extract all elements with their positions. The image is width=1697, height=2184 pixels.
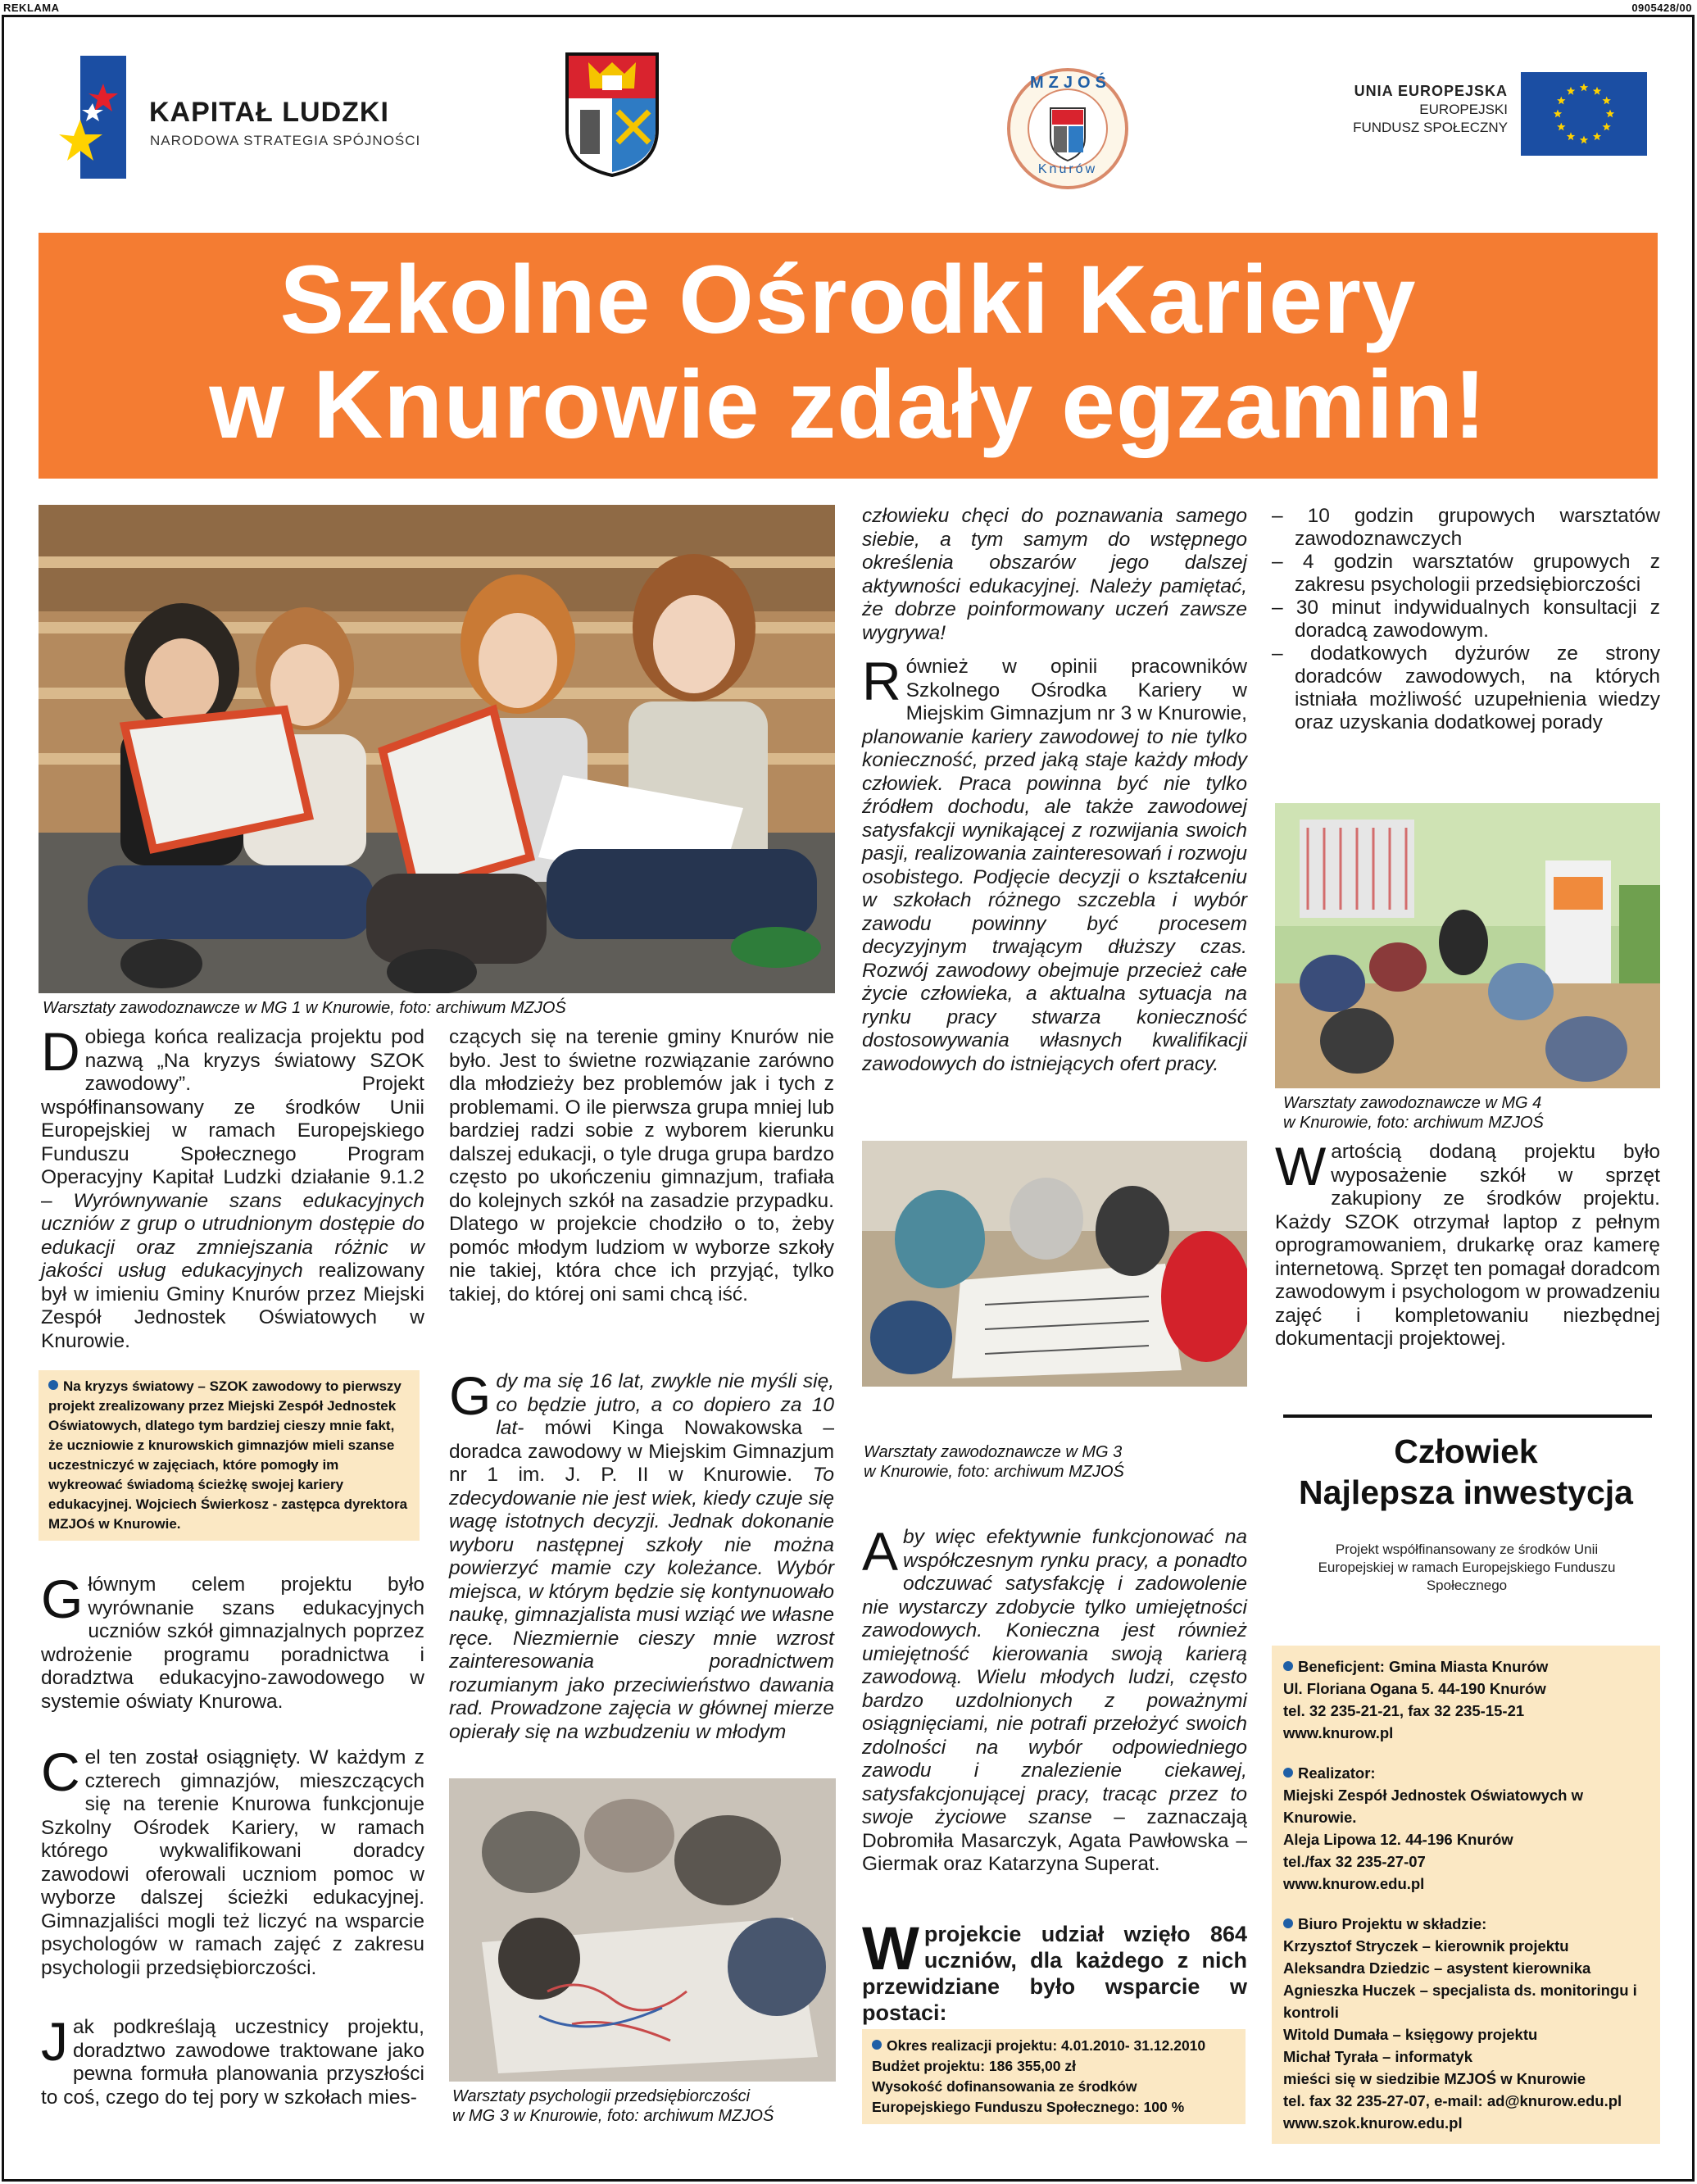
- list-item: – 10 godzin grupowych warsztatów zawodoznawczych: [1272, 505, 1660, 550]
- col1-paragraph-4: Jak podkreślają uczestnicy projektu, doradztwo zawodowe traktowane jako pewna formuła planowania przyszłości to coś, czego do tej pory w szkołach mies-: [41, 2011, 424, 2109]
- col3-paragraph-2: Również w opinii pracowników Szkolnego Ośrodka Kariery w Miejskim Gimnazjum nr 3 w Knurowie, planowanie kariery zawodowej to nie tylko konieczność, przed jaką staje każdy młody człowiek. Praca powinna być nie tylko źródłem dochodu, ale także zawodowej satysfakcji wynikającej z rozwijania swoich pasji, realizowania zainteresowań i rozwoju osobistego. Podjęcie decyzji o kształceniu w szkołach różnego szczebla i wybór zawodu powinny być procesem decyzyjnym trwającym dłuższy czas. Rozwój zawodowy obejmuje przecież całe życie człowieka, a aktualna sytuacja na rynku pracy stwarza konieczność dostosowywania własnych kwalifikacji zawodowych do istniejących ofert pracy.: [862, 651, 1247, 1075]
- eu-star-icon: [1603, 123, 1611, 131]
- eu-star-icon: [1580, 136, 1588, 144]
- col2-paragraph-2: Gdy ma się 16 lat, zwykle nie myśli się, co będzie jutro, a co dopiero za 10 lat- mówi Kinga Nowakowska – doradca zawodowy w Miejskim Gimnazjum nr 1 im. J. P. II w Knurowie. To zdecydowanie nie jest wiek, kiedy czuje się wagę istotnych decyzji. Jednak dokonanie wyboru następnej szkoły nie można powierzyć mamie czy koleżance. Wybór miejsca, w którym będzie się kontynuowało naukę, gimnazjalista musi wziąć we własne ręce. Niezmiernie cieszy mnie wzrost zainteresowania poradnictwem rozumianym jako przeciwieństwo dawania rad. Prowadzone zajęcia w głównej mierze opierały się na wzbudzeniu w młodym: [449, 1365, 834, 1743]
- drop-cap-w2: W: [1275, 1136, 1327, 1196]
- col4-paragraph-1: Wartością dodaną projektu było wyposażenie szkół w sprzęt zakupiony ze środków projektu. Każdy SZOK otrzymał laptop z pełnym oprogramowaniem, drukarkę oraz kamerę internetową. Sprzęt ten pomagał doradcom zawodowym i psychologom w prowadzeniu zajęć i kompletowaniu niezbędnej dokumentacji projektowej.: [1275, 1136, 1660, 1350]
- photo-classroom-mg4: [1275, 803, 1660, 1088]
- drop-cap-g2: G: [449, 1365, 492, 1426]
- drop-cap-w: W: [862, 1914, 919, 1982]
- drop-cap-j: J: [41, 2011, 68, 2072]
- list-item: – 4 godzin warsztatów grupowych z zakresu psychologii przedsiębiorczości: [1272, 551, 1660, 596]
- section-divider: [1283, 1414, 1652, 1418]
- eu-star-icon: [1593, 132, 1601, 140]
- beneficiary-website[interactable]: www.knurow.pl: [1283, 1724, 1394, 1741]
- eu-line-2: EUROPEJSKI: [1419, 102, 1508, 117]
- eu-title: UNIA EUROPEJSKA: [1354, 83, 1508, 99]
- headline-line-1: Szkolne Ośrodki Kariery: [279, 246, 1417, 354]
- eu-star-icon: [1554, 110, 1562, 118]
- eu-line-3: FUNDUSZ SPOŁECZNY: [1353, 120, 1508, 135]
- eu-star-icon: [1567, 132, 1575, 140]
- eu-star-icon: [1557, 97, 1565, 105]
- drop-cap-a: A: [862, 1521, 899, 1582]
- col1-paragraph-2: Głównym celem projektu było wyrównanie szans edukacyjnych uczniów szkół gimnazjalnych poprzez wdrożenie programu poradnictwa i doradztwa edukacyjno-zawodowego w systemie oświaty Knurowa.: [41, 1569, 424, 1713]
- col3-heading-participants: Wprojekcie udział wzięło 864 uczniów, dla każdego z nich przewidziane było wsparcie w postaci:: [862, 1914, 1247, 2025]
- eu-text-block: [1295, 82, 1508, 137]
- headline-banner: [39, 233, 1658, 479]
- realizer-website[interactable]: www.knurow.edu.pl: [1283, 1875, 1425, 1892]
- kapital-ludzki-subtitle: NARODOWA STRATEGIA SPÓJNOŚCI: [150, 133, 421, 148]
- photo-1-caption: Warsztaty zawodoznawcze w MG 1 w Knurowie, foto: archiwum MZJOŚ: [43, 999, 566, 1017]
- headline-line-2: w Knurowie zdały egzamin!: [209, 351, 1487, 459]
- quote-box: [39, 1370, 420, 1541]
- szok-website[interactable]: www.szok.knurow.edu.pl: [1283, 2114, 1463, 2132]
- ad-code-label: 0905428/00: [1631, 2, 1692, 14]
- contact-email[interactable]: tel. fax 32 235-27-07, e-mail: ad@knurow.edu.pl: [1283, 2092, 1622, 2109]
- eu-flag: [1521, 72, 1647, 156]
- drop-cap-r: R: [862, 651, 901, 711]
- project-facts-box: Okres realizacji projektu: 4.01.2010- 31.12.2010 Budżet projektu: 186 355,00 zł Wysokość dofinansowania ze środków Europejskiego Funduszu Społecznego: 100 %: [862, 2029, 1246, 2124]
- bullet-icon: [1283, 1918, 1293, 1928]
- eu-star-icon: [1606, 110, 1614, 118]
- quote-text: Na kryzys światowy – SZOK zawodowy to pierwszy projekt zrealizowany przez Miejski Zespół Jednostek Oświatowych, dlatego tym bardziej cieszy mnie fakt, że uczniowie z knurowskich gimnazjów mieli szanse uczestniczyć w zajęciach, które pomogły im wykreować świadomą ścieżkę swojej kariery edukacyjnej. Wojciech Świerkosz - zastępca dyrektora MZJOś w Knurowie.: [48, 1378, 408, 1532]
- eu-star-icon: [1557, 123, 1565, 131]
- kapital-ludzki-title: KAPITAŁ LUDZKI: [149, 97, 389, 128]
- eu-star-icon: [1580, 84, 1588, 92]
- photo-psychology-workshop: [449, 1778, 836, 2082]
- sidebar-title: Człowiek Najlepsza inwestycja: [1299, 1433, 1633, 1511]
- photo-2-caption: Warsztaty psychologii przedsiębiorczości w MG 3 w Knurowie, foto: archiwum MZJOŚ: [452, 2087, 774, 2125]
- list-item: – dodatkowych dyżurów ze strony doradców zawodowych, na których istniała możliwość uzupełnienia wiedzy oraz uzyskania dodatkowej porady: [1272, 642, 1660, 733]
- drop-cap-c: C: [41, 1741, 80, 1802]
- eu-star-icon: [1567, 87, 1575, 95]
- bullet-icon: [48, 1380, 58, 1390]
- coat-of-arms-icon: [564, 51, 660, 177]
- eu-star-icon: [1603, 97, 1611, 105]
- col1-paragraph-1: Dobiega końca realizacja projektu pod nazwą „Na kryzys światowy SZOK zawodowy”. Projekt współfinansowany ze środków Unii Europejskiej w ramach Europejskiego Funduszu Społecznego Program Operacyjny Kapitał Ludzki działanie 9.1.2 – Wyrównywanie szans edukacyjnych uczniów z grup o utrudnionym dostępie do edukacji oraz zmniejszania różnic w jakości usług edukacyjnych realizowany był w imieniu Gminy Knurów przez Miejski Zespół Jednostek Oświatowych w Knurowie.: [41, 1021, 424, 1352]
- drop-cap-g: G: [41, 1569, 84, 1629]
- bullet-icon: [1283, 1661, 1293, 1671]
- photo-students-reading: [39, 505, 835, 993]
- contact-info-box: Beneficjent: Gmina Miasta Knurów Ul. Floriana Ogana 5. 44-190 Knurów tel. 32 235-21-21, fax 32 235-15-21 www.knurow.pl Realizator: Miejski Zespół Jednostek Oświatowych w Knurowie. Aleja Lipowa 12. 44-196 Knurów tel./fax 32 235-27-07 www.knurow.edu.pl Biuro Projektu w składzie: Krzysztof Stryczek – kierownik projektu Aleksandra Dziedzic – asystent kierownika Agnieszka Huczek – specjalista ds. monitoringu i kontroli Witold Dumała – księgowy projektu Michał Tyrała – informatyk mieści się w siedzibie MZJOŚ w Knurowie tel. fax 32 235-27-07, e-mail: ad@knurow.edu.pl www.szok.knurow.edu.pl: [1272, 1646, 1660, 2144]
- reklama-label: REKLAMA: [3, 2, 60, 14]
- mzjos-ring-bottom-label: Knurów: [1037, 162, 1098, 176]
- drop-cap-d: D: [41, 1021, 80, 1082]
- sidebar-subtitle: Projekt współfinansowany ze środków Unii Europejskiej w ramach Europejskiego Funduszu Społecznego: [1318, 1542, 1616, 1593]
- bullet-icon: [1283, 1768, 1293, 1778]
- photo-3-caption: Warsztaty zawodoznawcze w MG 3 w Knurowie, foto: archiwum MZJOŚ: [864, 1443, 1124, 1481]
- knurow-coat-of-arms: [564, 51, 660, 177]
- col1-paragraph-3: Cel ten został osiągnięty. W każdym z czterech gimnazjów, mieszczących się na terenie Knurowa funkcjonuje Szkolny Ośrodek Kariery, w ramach którego wykwalifikowani doradcy zawodowi oferowali uczniom pomoc w wyborze dalszej ścieżki edukacyjnej. Gimnazjaliści mogli też liczyć na wsparcie psychologów w ramach zajęć z zakresu psychologii przedsiębiorczości.: [41, 1741, 424, 1979]
- list-item: – 30 minut indywidualnych konsultacji z doradcą zawodowym.: [1272, 597, 1660, 642]
- kapital-ludzki-emblem-icon: [57, 56, 131, 179]
- col3-paragraph-1: człowieku chęci do poznawania samego siebie, a tym samym do wstępnego określenia obszarów jego dalszej aktywności edukacyjnej. Należy pamiętać, że dobrze poinformowany uczeń zawsze wygrywa!: [862, 505, 1247, 644]
- bullet-icon: [872, 2040, 882, 2050]
- col2-paragraph-1: czących się na terenie gminy Knurów nie było. Jest to świetne rozwiązanie zarówno dla młodzieży bez problemów jak i tych z problemami. O ile pierwsza grupa mniej lub bardziej radzi sobie z wyborem kierunku dalszej edukacji, o tyle druga grupa bardzo często po ukończeniu gimnazjum, trafiała do kolejnych szkół na zasadzie przypadku. Dlatego w projekcie chodziło o to, żeby pomóc młodym ludziom w wyborze szkoły nie takiej, która chce ich przyjąć, tylko takiej, do której oni sami chcą iść.: [449, 1026, 834, 1305]
- kapital-ludzki-logo: [57, 56, 131, 179]
- support-list: [1272, 505, 1660, 734]
- mzjos-ring-label: MZJOŚ: [1030, 74, 1111, 92]
- photo-4-caption: Warsztaty zawodoznawcze w MG 4 w Knurowie, foto: archiwum MZJOŚ: [1283, 1094, 1544, 1132]
- eu-star-icon: [1593, 87, 1601, 95]
- col3-paragraph-3: Aby więc efektywnie funkcjonować na współczesnym rynku pracy, a ponadto odczuwać satysfakcję i zadowolenie nie wystarczy zdobycie tylko umiejętności zawodowych. Konieczna jest również umiejętność kierowania swoją karierą zawodową. Wielu młodych ludzi, często bardzo uzdolnionych z poważnymi osiągnięciami, nie potrafi przełożyć swoich zdolności na wybór odpowiedniego zawodu i znalezienie ciekawej, satysfakcjonującej pracy, tracąc przez to swoje życiowe szanse – zaznaczają Dobromiła Masarczyk, Agata Pawłowska – Giermak oraz Katarzyna Superat.: [862, 1521, 1247, 1875]
- eu-stars-icon: [1521, 72, 1647, 156]
- photo-workshop-mg3: [862, 1141, 1247, 1387]
